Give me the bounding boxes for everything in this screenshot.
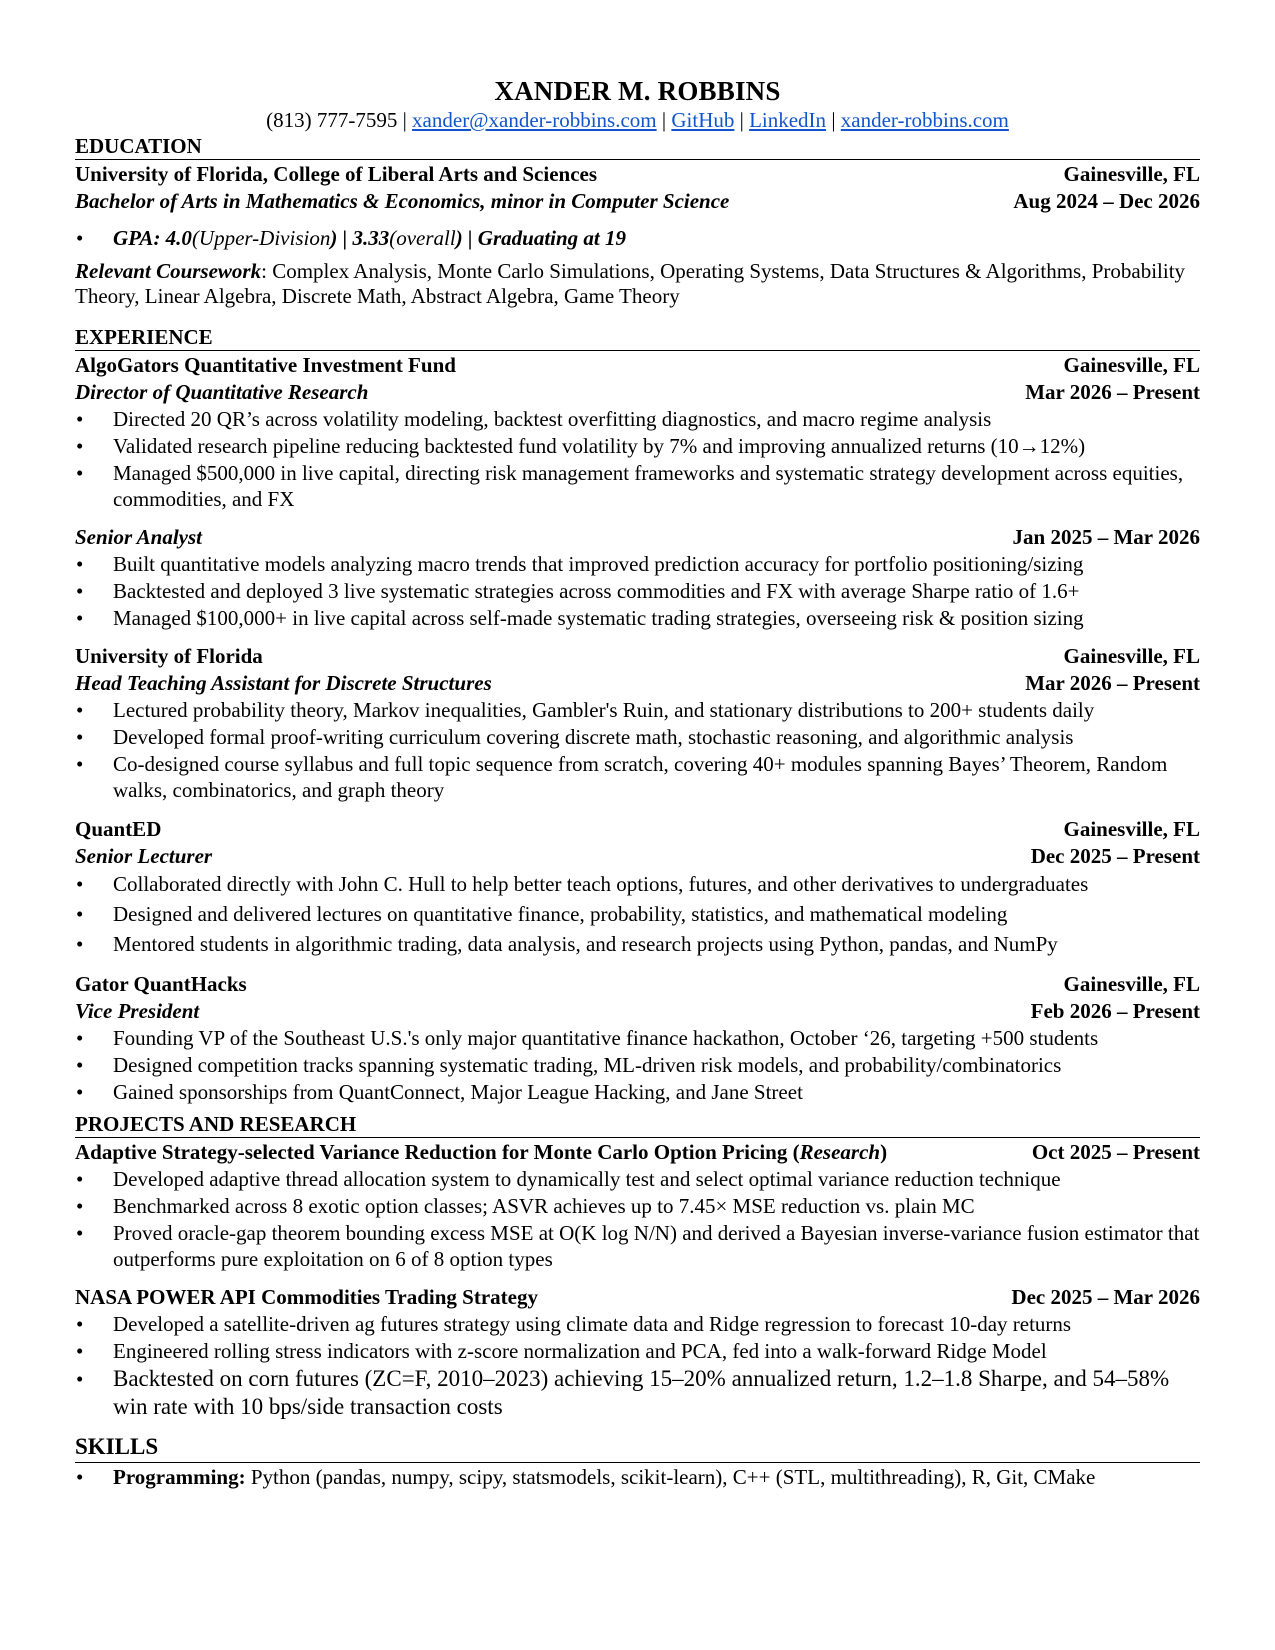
org-row	[75, 352, 1200, 379]
spacer	[75, 632, 1200, 643]
bullet-list	[75, 1166, 1200, 1272]
role-dates: Mar 2026 – Present	[1025, 671, 1200, 695]
org-row	[75, 816, 1200, 843]
website-link[interactable]: xander-robbins.com	[840, 108, 1009, 132]
list-item: • Designed and delivered lectures on quantitative finance, probability, statistics, and mathematical modeling	[75, 900, 1200, 928]
org-row	[75, 643, 1200, 670]
list-item: • Lectured probability theory, Markov inequalities, Gambler's Ruin, and stationary distributions to 200+ students daily	[75, 697, 1200, 723]
role-dates: Jan 2025 – Mar 2026	[1012, 525, 1200, 549]
bullet-list	[75, 697, 1200, 803]
org-name: University of Florida	[75, 644, 263, 668]
project-row	[75, 1139, 1200, 1166]
project-dates: Oct 2025 – Present	[1031, 1140, 1200, 1164]
org-location: Gainesville, FL	[1063, 644, 1200, 668]
list-item: • Directed 20 QR’s across volatility modeling, backtest overfitting diagnostics, and macro regime analysis	[75, 406, 1200, 432]
list-item: • Backtested and deployed 3 live systematic strategies across commodities and FX with average Sharpe ratio of 1.6+	[75, 578, 1200, 604]
email-link[interactable]: xander@xander-robbins.com	[412, 108, 657, 132]
separator: |	[739, 108, 744, 132]
role-dates: Feb 2026 – Present	[1030, 999, 1200, 1023]
list-item: • Mentored students in algorithmic trading, data analysis, and research projects using Python, pandas, and NumPy	[75, 930, 1200, 958]
school-name: University of Florida, College of Liberal Arts and Sciences	[75, 162, 598, 186]
spacer	[75, 1422, 1200, 1433]
project-title: NASA POWER API Commodities Trading Strategy	[75, 1285, 538, 1309]
list-item: • Benchmarked across 8 exotic option classes; ASVR achieves up to 7.45× MSE reduction vs. plain MC	[75, 1193, 1200, 1219]
role-title: Head Teaching Assistant for Discrete Structures	[75, 671, 492, 695]
section-heading-projects: PROJECTS AND RESEARCH	[75, 1112, 1200, 1138]
section-heading-experience: EXPERIENCE	[75, 325, 1200, 351]
bullet-list	[75, 1025, 1200, 1105]
list-item: • Proved oracle-gap theorem bounding excess MSE at O(K log N/N) and derived a Bayesian inverse-variance fusion estimator that outperforms pure exploitation on 6 of 8 option types	[75, 1220, 1200, 1272]
list-item: • Backtested on corn futures (ZC=F, 2010–2023) achieving 15–20% annualized return, 1.2–1.8 Sharpe, and 54–58% win rate with 10 bps/side transaction costs	[75, 1365, 1200, 1421]
bullet-list	[75, 870, 1200, 958]
role-dates: Dec 2025 – Present	[1030, 844, 1200, 868]
role-title: Senior Lecturer	[75, 844, 213, 868]
org-name: QuantED	[75, 817, 162, 841]
role-title: Vice President	[75, 999, 200, 1023]
section-heading-skills: SKILLS	[75, 1433, 1200, 1463]
list-item: • Engineered rolling stress indicators with z-score normalization and PCA, fed into a walk-forward Ridge Model	[75, 1338, 1200, 1364]
relevant-coursework: Relevant Coursework: Complex Analysis, Monte Carlo Simulations, Operating Systems, Data Structures & Algorithms, Probability Theory, Linear Algebra, Discrete Math, Abstract Algebra, Game Theory	[75, 259, 1186, 308]
role-title: Director of Quantitative Research	[75, 380, 369, 404]
org-location: Gainesville, FL	[1063, 817, 1200, 841]
contact-line	[0, 108, 1275, 133]
separator: |	[402, 108, 407, 132]
list-item: • Developed adaptive thread allocation system to dynamically test and select optimal variance reduction technique	[75, 1166, 1200, 1192]
list-item: • Founding VP of the Southeast U.S.'s only major quantitative finance hackathon, October ‘26, targeting +500 students	[75, 1025, 1200, 1051]
section-heading-education: EDUCATION	[75, 134, 1200, 160]
list-item: • Developed formal proof-writing curriculum covering discrete math, stochastic reasoning, and algorithmic analysis	[75, 724, 1200, 750]
role-row	[75, 524, 1200, 551]
resume-body	[75, 134, 1200, 1491]
role-row	[75, 843, 1200, 870]
org-name: AlgoGators Quantitative Investment Fund	[75, 353, 456, 377]
bullet-list	[75, 1311, 1200, 1421]
spacer	[75, 960, 1200, 971]
phone-number: (813) 777-7595	[266, 108, 398, 132]
candidate-name: XANDER M. ROBBINS	[494, 76, 781, 106]
org-location: Gainesville, FL	[1063, 972, 1200, 996]
role-row	[75, 670, 1200, 697]
bullet-list	[75, 406, 1200, 512]
separator: |	[831, 108, 836, 132]
gpa-item: • GPA: 4.0(Upper-Division) | 3.33(overall) | Graduating at 19	[75, 225, 1200, 251]
list-item: • Collaborated directly with John C. Hull to help better teach options, futures, and other derivatives to undergraduates	[75, 870, 1200, 898]
org-location: Gainesville, FL	[1063, 353, 1200, 377]
list-item: • Validated research pipeline reducing backtested fund volatility by 7% and improving annualized returns (10→12%)	[75, 433, 1200, 459]
spacer	[75, 1273, 1200, 1284]
separator: |	[661, 108, 667, 132]
list-item: • Gained sponsorships from QuantConnect, Major League Hacking, and Jane Street	[75, 1079, 1200, 1105]
education-dates: Aug 2024 – Dec 2026	[1013, 189, 1200, 213]
role-title: Senior Analyst	[75, 525, 203, 549]
role-row	[75, 379, 1200, 406]
project-dates: Dec 2025 – Mar 2026	[1011, 1285, 1200, 1309]
school-location: Gainesville, FL	[1063, 162, 1200, 186]
role-row	[75, 998, 1200, 1025]
org-name: Gator QuantHacks	[75, 972, 247, 996]
role-dates: Mar 2026 – Present	[1025, 380, 1200, 404]
org-row	[75, 971, 1200, 998]
list-item: • Managed $100,000+ in live capital across self-made systematic trading strategies, overseeing risk & position sizing	[75, 605, 1200, 631]
spacer	[75, 513, 1200, 524]
bullet-list	[75, 1464, 1200, 1490]
spacer	[75, 804, 1200, 816]
project-title: Adaptive Strategy-selected Variance Reduction for Monte Carlo Option Pricing (Research)	[75, 1140, 888, 1164]
list-item: • Built quantitative models analyzing macro trends that improved prediction accuracy for portfolio positioning/sizing	[75, 551, 1200, 577]
degree-row	[75, 188, 1200, 215]
list-item: • Designed competition tracks spanning systematic trading, ML-driven risk models, and probability/combinatorics	[75, 1052, 1200, 1078]
list-item: • Managed $500,000 in live capital, directing risk management frameworks and systematic strategy development across equities, commodities, and FX	[75, 460, 1200, 512]
list-item: • Developed a satellite-driven ag futures strategy using climate data and Ridge regression to forecast 10-day returns	[75, 1311, 1200, 1337]
list-item: • Co-designed course syllabus and full topic sequence from scratch, covering 40+ modules spanning Bayes’ Theorem, Random walks, combinatorics, and graph theory	[75, 751, 1200, 803]
linkedin-link[interactable]: LinkedIn	[749, 108, 827, 132]
bullet-list	[75, 551, 1200, 631]
education-row	[75, 161, 1200, 188]
list-item: • Programming: Python (pandas, numpy, scipy, statsmodels, scikit-learn), C++ (STL, multithreading), R, Git, CMake	[75, 1464, 1200, 1490]
gpa-list	[75, 225, 1200, 251]
github-link[interactable]: GitHub	[671, 108, 735, 132]
project-row	[75, 1284, 1200, 1311]
resume-header	[0, 74, 1275, 133]
degree: Bachelor of Arts in Mathematics & Economics, minor in Computer Science	[75, 189, 730, 213]
